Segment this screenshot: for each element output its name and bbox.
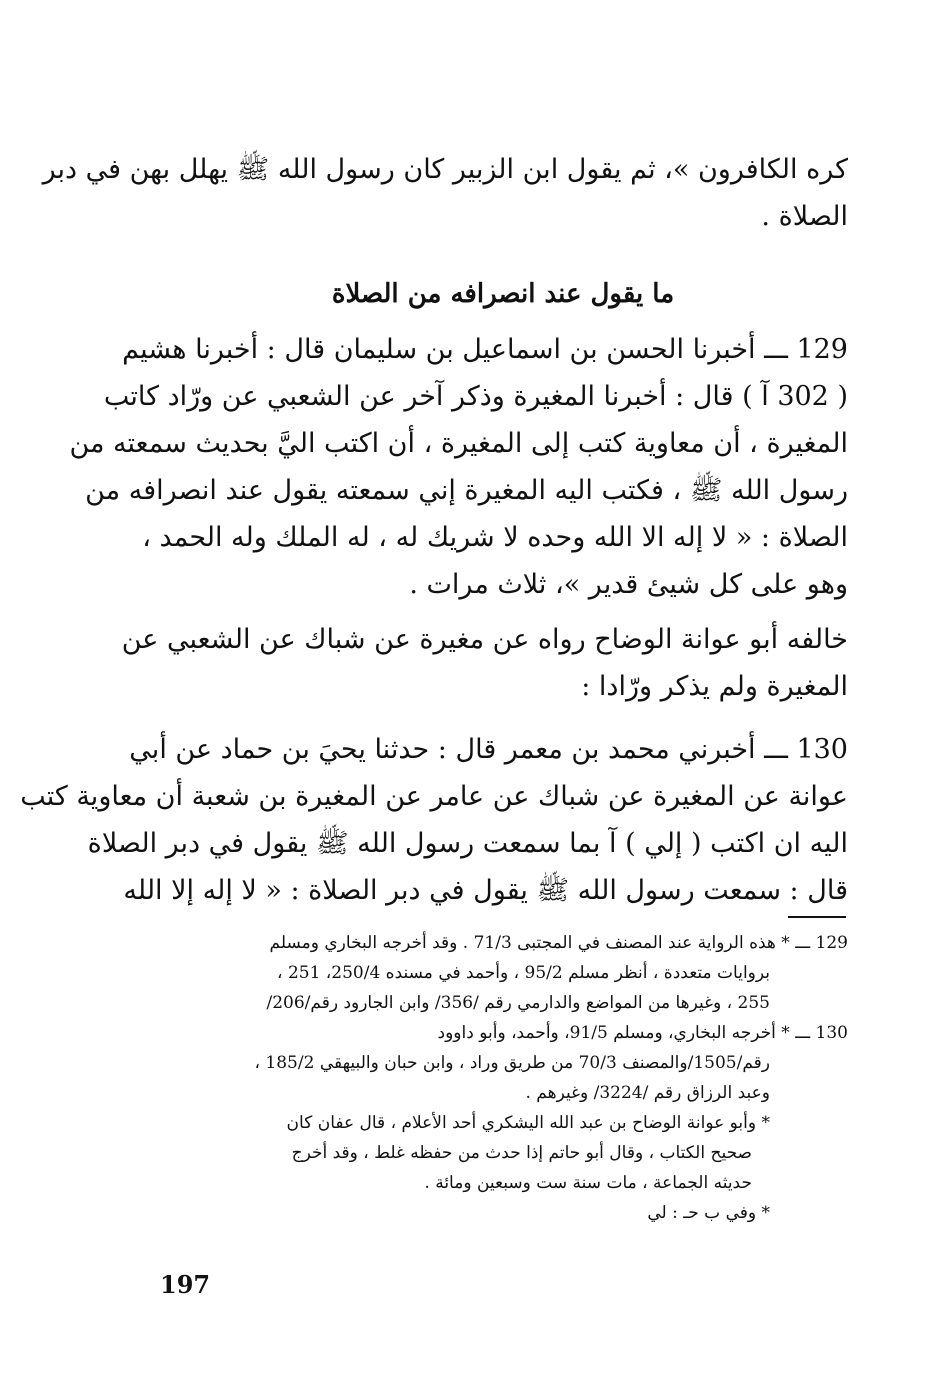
text-line: 129 ـــ أخبرنا الحسن بن اسماعيل بن سليمان قال : أخبرنا هشيم [122,334,848,365]
footnote-line: 130 ـــ * أخرجه البخاري، ومسلم 91/5، وأحمد، وأبو داوود [437,1023,848,1043]
text-line: كره الكافرون »، ثم يقول ابن الزبير كان رسول الله ﷺ يهلل بهن في دبر [42,154,848,185]
footnote-line: حديثه الجماعة ، مات سنة ست وسبعين ومائة . [424,1173,752,1193]
text-line: المغيرة ولم يذكر ورّادا : [581,671,848,702]
page-number: 197 [160,1270,211,1299]
text-line: الصلاة : « لا إله الا الله وحده لا شريك له ، له الملك وله الحمد ، [142,522,848,553]
hadith-130 [20,726,848,914]
hadith-129 [69,326,848,608]
footnote-line: * وأبو عوانة الوضاح بن عبد الله اليشكري أحد الأعلام ، قال عفان كان [286,1113,770,1133]
text-line: قال : سمعت رسول الله ﷺ يقول في دبر الصلاة : « لا إله إلا الله [123,875,848,906]
text-line: الصلاة . [761,201,848,232]
footnote-line: رقم/1505/والمصنف 70/3 من طريق وراد ، وابن حبان والبيهقي 185/2 ، [254,1053,770,1073]
footnotes [158,928,848,1228]
section-title: ما يقول عند انصرافه من الصلاة [331,279,675,309]
text-line: ( 302 آ ) قال : أخبرنا المغيرة وذكر آخر عن الشعبي عن ورّاد كاتب [103,381,848,412]
text-line: خالفه أبو عوانة الوضاح رواه عن مغيرة عن شباك عن الشعبي عن [121,624,848,655]
footnote-line: * وفي ب حـ : لي [647,1203,770,1223]
footnote-separator [788,916,846,918]
intro-paragraph [42,146,848,240]
text-line: رسول الله ﷺ ، فكتب اليه المغيرة إني سمعته يقول عند انصرافه من [85,475,848,506]
footnote-line: بروايات متعددة ، أنظر مسلم 95/2 ، وأحمد في مسنده 250/4، 251 ، [277,963,770,983]
text-line: عوانة عن المغيرة عن شباك عن عامر عن المغيرة بن شعبة أن معاوية كتب [20,781,848,812]
text-line: المغيرة ، أن معاوية كتب إلى المغيرة ، أن اكتب اليَّ بحديث سمعته من [69,428,848,459]
footnote-line: 255 ، وغيرها من المواضع والدارمي رقم /356/ وابن الجارود رقم/206/ [266,993,770,1013]
footnote-line: 129 ـــ * هذه الرواية عند المصنف في المجتبى 71/3 . وقد أخرجه البخاري ومسلم [269,933,848,953]
footnote-line: صحيح الكتاب ، وقال أبو حاتم إذا حدث من حفظه غلط ، وقد أخرج [291,1143,752,1163]
footnote-line: وعبد الرزاق رقم /3224/ وغيرهم . [525,1083,770,1103]
text-line: وهو على كل شيئ قدير »، ثلاث مرات . [409,569,848,600]
text-line: اليه ان اكتب ( إلي ) آ بما سمعت رسول الله ﷺ يقول في دبر الصلاة [87,828,848,859]
text-line: 130 ـــ أخبرني محمد بن معمر قال : حدثنا يحيَ بن حماد عن أبي [129,734,848,765]
commentary-paragraph [121,616,848,710]
